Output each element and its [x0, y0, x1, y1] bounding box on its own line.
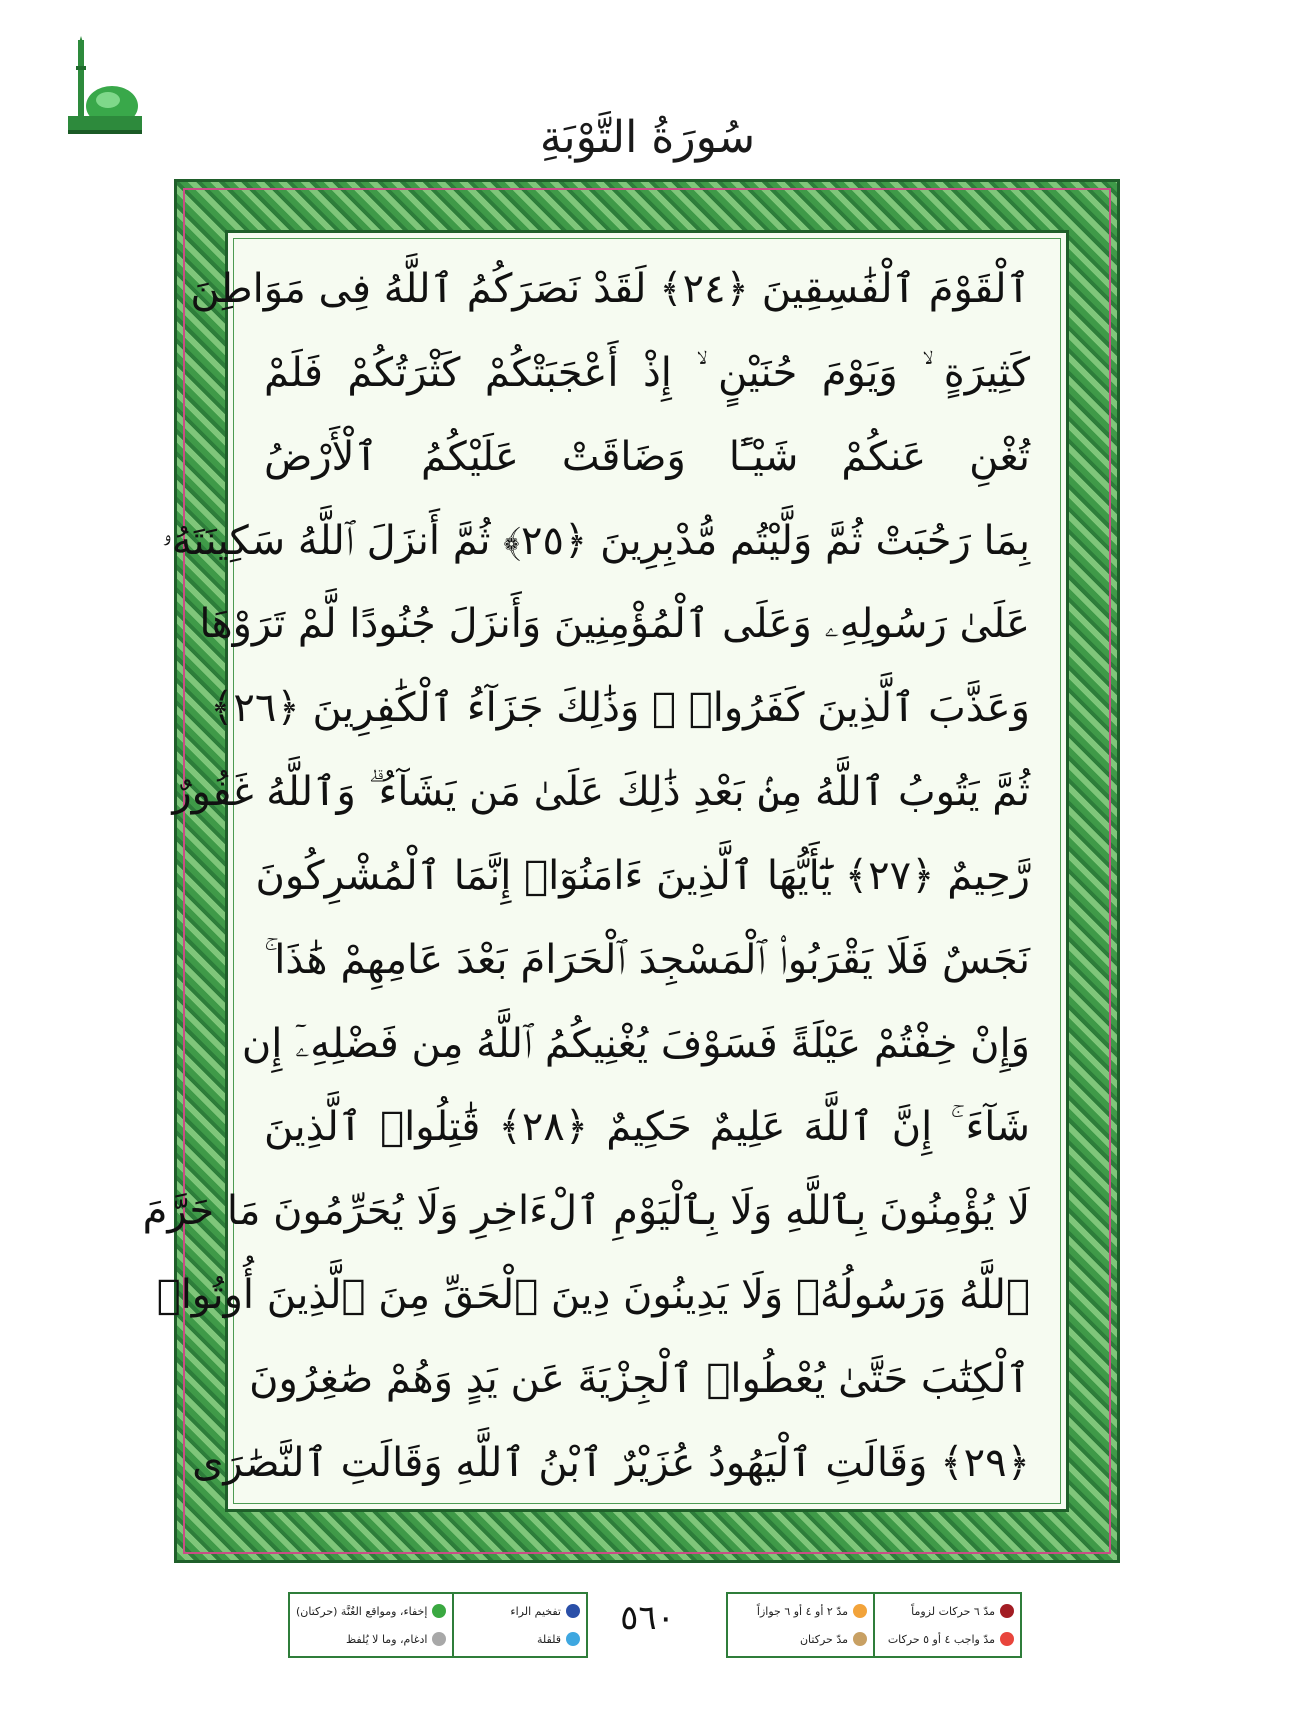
- legend-column: [875, 1594, 1020, 1656]
- legend-column: [728, 1594, 875, 1656]
- legend-label: إخفاء، ومواقع الغُنَّة (حركتان): [296, 1604, 428, 1618]
- legend-label: مدّ ٢ أو ٤ أو ٦ جوازاً: [756, 1604, 848, 1618]
- tajweed-legend-right: [726, 1592, 1022, 1658]
- verse-line: رَّحِيمٌ ﴿٢٧﴾ يَٰٓأَيُّهَا ٱلَّذِينَ ءَامَنُوٓا۟ إِنَّمَا ٱلْمُشْرِكُونَ: [255, 852, 1030, 899]
- verse-line: ٱلْقَوْمَ ٱلْفَٰسِقِينَ ﴿٢٤﴾ لَقَدْ نَصَرَكُمُ ٱللَّهُ فِى مَوَاطِنَ: [190, 266, 1030, 312]
- verse-line: بِمَا رَحُبَتْ ثُمَّ وَلَّيْتُم مُّدْبِرِينَ ﴿٢٥﴾ ثُمَّ أَنزَلَ ٱللَّهُ سَكِينَتَهُۥ: [161, 517, 1030, 564]
- legend-label: مدّ حركتان: [799, 1632, 848, 1646]
- legend-item: [881, 1604, 1014, 1618]
- verse-line: كَثِيرَةٍ ۙ وَيَوْمَ حُنَيْنٍ ۙ إِذْ أَعْجَبَتْكُمْ كَثْرَتُكُمْ فَلَمْ: [264, 349, 1030, 396]
- verse-line: تُغْنِ عَنكُمْ شَيْـًٔا وَضَاقَتْ عَلَيْكُمُ ٱلْأَرْضُ: [264, 433, 1030, 480]
- legend-label: مدّ ٦ حركات لزوماً: [911, 1604, 995, 1618]
- verse-line: وَإِنْ خِفْتُمْ عَيْلَةً فَسَوْفَ يُغْنِيكُمُ ٱللَّهُ مِن فَضْلِهِۦٓ إِن: [241, 1020, 1030, 1067]
- page-frame: [142, 179, 1120, 1563]
- legend-dot-icon: [853, 1632, 867, 1646]
- legend-item: [734, 1632, 867, 1646]
- verse-line: ٱلْكِتَٰبَ حَتَّىٰ يُعْطُوا۟ ٱلْجِزْيَةَ عَن يَدٍ وَهُمْ صَٰغِرُونَ: [249, 1355, 1030, 1402]
- text-panel: [142, 230, 1069, 1512]
- verse-line: لَا يُؤْمِنُونَ بِٱللَّهِ وَلَا بِٱلْيَوْمِ ٱلْءَاخِرِ وَلَا يُحَرِّمُونَ مَا حَرَّمَ: [142, 1188, 1030, 1235]
- verse-line: ٱللَّهُ وَرَسُولُهُۥ وَلَا يَدِينُونَ دِينَ ٱلْحَقِّ مِنَ ٱلَّذِينَ أُوتُوا۟: [156, 1272, 1030, 1319]
- legend-label: ادغام، وما لا يُلفظ: [345, 1632, 428, 1646]
- legend-label: تفخيم الراء: [510, 1604, 561, 1618]
- page-number: ٥٦٠: [620, 1598, 675, 1638]
- verse-line: عَلَىٰ رَسُولِهِۦ وَعَلَى ٱلْمُؤْمِنِينَ وَأَنزَلَ جُنُودًا لَّمْ تَرَوْهَا: [199, 601, 1030, 648]
- legend-dot-icon: [853, 1604, 867, 1618]
- verse-line: نَجَسٌ فَلَا يَقْرَبُوا۟ ٱلْمَسْجِدَ ٱلْحَرَامَ بَعْدَ عَامِهِمْ هَٰذَا ۚ: [264, 936, 1030, 983]
- legend-dot-icon: [1000, 1632, 1014, 1646]
- legend-dot-icon: [1000, 1604, 1014, 1618]
- legend-item: [734, 1604, 867, 1618]
- verse-lines: [142, 255, 1030, 1497]
- surah-title: سُورَةُ التَّوْبَةِ: [539, 112, 756, 163]
- verse-line: ﴿٢٩﴾ وَقَالَتِ ٱلْيَهُودُ عُزَيْرٌ ٱبْنُ ٱللَّهِ وَقَالَتِ ٱلنَّصَٰرَى: [192, 1439, 1030, 1486]
- legend-label: قلقلة: [536, 1632, 561, 1646]
- legend-label: مدّ واجب ٤ أو ٥ حركات: [887, 1632, 995, 1646]
- legend-item: [881, 1632, 1014, 1646]
- verse-line: شَآءَ ۚ إِنَّ ٱللَّهَ عَلِيمٌ حَكِيمٌ ﴿٢٨﴾ قَٰتِلُوا۟ ٱلَّذِينَ: [264, 1104, 1030, 1151]
- verse-line: وَعَذَّبَ ٱلَّذِينَ كَفَرُوا۟ ۚ وَذَٰلِكَ جَزَآءُ ٱلْكَٰفِرِينَ ﴿٢٦﴾: [209, 685, 1030, 732]
- verse-line: ثُمَّ يَتُوبُ ٱللَّهُ مِنۢ بَعْدِ ذَٰلِكَ عَلَىٰ مَن يَشَآءُ ۗ وَٱللَّهُ غَفُورٌ: [172, 769, 1030, 816]
